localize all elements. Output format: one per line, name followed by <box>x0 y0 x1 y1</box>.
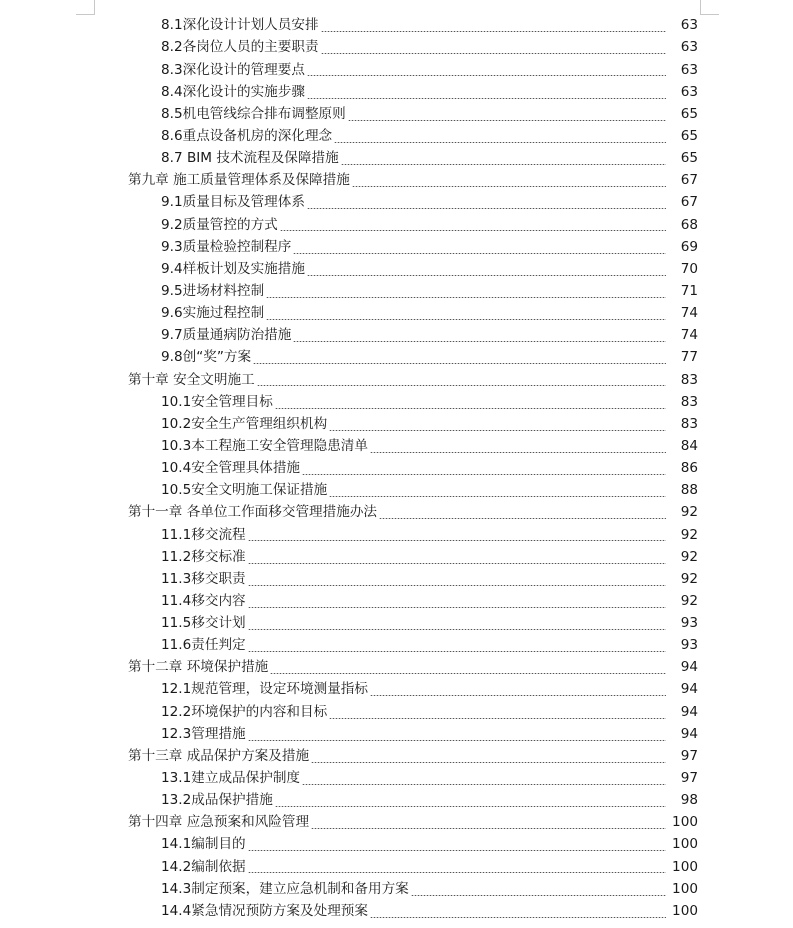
page-corner-mark-right <box>700 0 719 15</box>
toc-section-entry[interactable] <box>0 635 793 657</box>
toc-dot-leader <box>302 784 666 785</box>
toc-section-entry[interactable] <box>0 901 793 923</box>
toc-entry-page-number: 63 <box>680 39 698 56</box>
toc-dot-leader <box>248 651 666 652</box>
toc-dot-leader <box>311 762 666 763</box>
toc-dot-leader <box>352 186 666 187</box>
toc-chapter-entry[interactable] <box>0 812 793 834</box>
toc-entry-title: 第九章 施工质量管理体系及保障措施 <box>128 172 350 189</box>
toc-entry-title: 14.1编制目的 <box>161 836 246 853</box>
toc-entry-page-number: 69 <box>680 238 698 255</box>
toc-entry-page-number: 63 <box>680 61 698 78</box>
toc-entry-title: 8.5机电管线综合排布调整原则 <box>161 105 346 122</box>
toc-entry-page-number: 83 <box>680 415 698 432</box>
toc-entry-page-number: 93 <box>680 615 698 632</box>
toc-section-entry[interactable] <box>0 192 793 214</box>
toc-entry-title: 14.3制定预案，建立应急机制和备用方案 <box>161 880 409 897</box>
toc-entry-title: 第十二章 环境保护措施 <box>128 659 269 676</box>
toc-dot-leader <box>257 385 666 386</box>
toc-dot-leader <box>248 585 666 586</box>
toc-section-entry[interactable] <box>0 569 793 591</box>
toc-dot-leader <box>411 895 666 896</box>
toc-entry-title: 8.1深化设计计划人员安排 <box>161 17 319 34</box>
toc-entry-page-number: 94 <box>680 703 698 720</box>
toc-entry-page-number: 92 <box>680 548 698 565</box>
toc-section-entry[interactable] <box>0 347 793 369</box>
toc-dot-leader <box>248 740 666 741</box>
toc-dot-leader <box>370 695 666 696</box>
toc-entry-page-number: 63 <box>680 17 698 34</box>
toc-entry-page-number: 97 <box>680 747 698 764</box>
toc-entry-page-number: 97 <box>680 770 698 787</box>
toc-entry-page-number: 65 <box>680 127 698 144</box>
toc-entry-page-number: 88 <box>680 482 698 499</box>
toc-entry-page-number: 100 <box>672 902 698 919</box>
toc-section-entry[interactable] <box>0 458 793 480</box>
toc-section-entry[interactable] <box>0 436 793 458</box>
toc-entry-title: 第十章 安全文明施工 <box>128 371 255 388</box>
toc-section-entry[interactable] <box>0 546 793 568</box>
toc-section-entry[interactable] <box>0 679 793 701</box>
toc-dot-leader <box>348 120 666 121</box>
toc-section-entry[interactable] <box>0 790 793 812</box>
toc-entry-title: 第十四章 应急预案和风险管理 <box>128 814 310 831</box>
toc-entry-title: 11.5移交计划 <box>161 615 246 632</box>
toc-entry-title: 13.1建立成品保护制度 <box>161 770 301 787</box>
toc-entry-title: 12.1规范管理，设定环境测量指标 <box>161 681 368 698</box>
toc-dot-leader <box>248 540 666 541</box>
toc-entry-title: 第十一章 各单位工作面移交管理措施办法 <box>128 504 378 521</box>
toc-dot-leader <box>307 275 666 276</box>
toc-entry-page-number: 71 <box>680 282 698 299</box>
toc-section-entry[interactable] <box>0 391 793 413</box>
toc-chapter-entry[interactable] <box>0 502 793 524</box>
page-corner-mark-left <box>76 0 95 15</box>
toc-entry-title: 14.4紧急情况预防方案及处理预案 <box>161 902 368 919</box>
toc-dot-leader <box>329 718 666 719</box>
toc-entry-title: 11.3移交职责 <box>161 570 246 587</box>
toc-section-entry[interactable] <box>0 414 793 436</box>
toc-entry-page-number: 92 <box>680 592 698 609</box>
toc-section-entry[interactable] <box>0 259 793 281</box>
toc-dot-leader <box>293 341 666 342</box>
toc-entry-title: 8.4深化设计的实施步骤 <box>161 83 305 100</box>
toc-entry-title: 10.3本工程施工安全管理隐患清单 <box>161 437 368 454</box>
toc-entry-page-number: 83 <box>680 371 698 388</box>
toc-entry-page-number: 98 <box>680 792 698 809</box>
toc-entry-page-number: 92 <box>680 570 698 587</box>
toc-section-entry[interactable] <box>0 480 793 502</box>
toc-chapter-entry[interactable] <box>0 657 793 679</box>
toc-dot-leader <box>370 917 666 918</box>
toc-entry-page-number: 63 <box>680 83 698 100</box>
toc-section-entry[interactable] <box>0 303 793 325</box>
toc-entry-page-number: 100 <box>672 858 698 875</box>
toc-entry-page-number: 100 <box>672 880 698 897</box>
toc-entry-page-number: 65 <box>680 150 698 167</box>
toc-chapter-entry[interactable] <box>0 369 793 391</box>
toc-entry-page-number: 77 <box>680 349 698 366</box>
toc-entry-page-number: 94 <box>680 725 698 742</box>
toc-section-entry[interactable] <box>0 834 793 856</box>
toc-section-entry[interactable] <box>0 59 793 81</box>
toc-entry-title: 11.6责任判定 <box>161 637 246 654</box>
toc-section-entry[interactable] <box>0 701 793 723</box>
toc-section-entry[interactable] <box>0 878 793 900</box>
toc-dot-leader <box>248 850 666 851</box>
toc-entry-page-number: 86 <box>680 460 698 477</box>
toc-dot-leader <box>321 53 666 54</box>
toc-entry-title: 第十三章 成品保护方案及措施 <box>128 747 310 764</box>
toc-entry-title: 9.4样板计划及实施措施 <box>161 260 305 277</box>
toc-entry-title: 9.6实施过程控制 <box>161 305 265 322</box>
toc-entry-title: 10.5安全文明施工保证措施 <box>161 482 328 499</box>
toc-dot-leader <box>329 496 666 497</box>
toc-dot-leader <box>293 253 666 254</box>
toc-dot-leader <box>302 474 666 475</box>
toc-dot-leader <box>379 518 666 519</box>
toc-dot-leader <box>329 430 666 431</box>
toc-entry-page-number: 67 <box>680 194 698 211</box>
toc-dot-leader <box>370 452 666 453</box>
toc-chapter-entry[interactable] <box>0 170 793 192</box>
toc-section-entry[interactable] <box>0 214 793 236</box>
toc-section-entry[interactable] <box>0 37 793 59</box>
toc-dot-leader <box>311 828 666 829</box>
toc-dot-leader <box>341 164 666 165</box>
toc-entry-title: 9.7质量通病防治措施 <box>161 327 292 344</box>
toc-entry-title: 11.1移交流程 <box>161 526 246 543</box>
toc-section-entry[interactable] <box>0 856 793 878</box>
toc-entry-page-number: 74 <box>680 305 698 322</box>
toc-section-entry[interactable] <box>0 104 793 126</box>
toc-entry-page-number: 93 <box>680 637 698 654</box>
toc-entry-page-number: 68 <box>680 216 698 233</box>
toc-dot-leader <box>275 806 666 807</box>
toc-section-entry[interactable] <box>0 591 793 613</box>
toc-section-entry[interactable] <box>0 81 793 103</box>
toc-dot-leader <box>248 629 666 630</box>
toc-dot-leader <box>307 208 666 209</box>
toc-dot-leader <box>253 363 666 364</box>
toc-section-entry[interactable] <box>0 524 793 546</box>
toc-entry-title: 9.8创“奖”方案 <box>161 349 252 366</box>
toc-dot-leader <box>275 408 666 409</box>
toc-entry-title: 10.4安全管理具体措施 <box>161 460 301 477</box>
toc-entry-title: 10.1安全管理目标 <box>161 393 273 410</box>
toc-dot-leader <box>266 319 666 320</box>
toc-entry-title: 12.2环境保护的内容和目标 <box>161 703 328 720</box>
toc-entry-title: 9.5进场材料控制 <box>161 282 265 299</box>
toc-entry-title: 8.3深化设计的管理要点 <box>161 61 305 78</box>
toc-entry-page-number: 100 <box>672 836 698 853</box>
toc-chapter-entry[interactable] <box>0 746 793 768</box>
toc-section-entry[interactable] <box>0 325 793 347</box>
toc-dot-leader <box>307 98 666 99</box>
toc-section-entry[interactable] <box>0 613 793 635</box>
toc-section-entry[interactable] <box>0 126 793 148</box>
toc-entry-title: 11.2移交标准 <box>161 548 246 565</box>
table-of-contents <box>0 15 793 923</box>
toc-dot-leader <box>248 563 666 564</box>
toc-entry-page-number: 92 <box>680 504 698 521</box>
toc-section-entry[interactable] <box>0 724 793 746</box>
toc-entry-page-number: 67 <box>680 172 698 189</box>
toc-entry-title: 14.2编制依据 <box>161 858 246 875</box>
toc-dot-leader <box>248 607 666 608</box>
toc-entry-page-number: 92 <box>680 526 698 543</box>
toc-section-entry[interactable] <box>0 768 793 790</box>
toc-dot-leader <box>307 75 666 76</box>
toc-entry-title: 11.4移交内容 <box>161 592 246 609</box>
toc-entry-page-number: 94 <box>680 659 698 676</box>
toc-dot-leader <box>334 142 666 143</box>
toc-entry-title: 10.2安全生产管理组织机构 <box>161 415 328 432</box>
toc-entry-page-number: 83 <box>680 393 698 410</box>
toc-entry-title: 13.2成品保护措施 <box>161 792 273 809</box>
toc-dot-leader <box>270 673 666 674</box>
toc-dot-leader <box>321 31 666 32</box>
toc-entry-page-number: 65 <box>680 105 698 122</box>
toc-section-entry[interactable] <box>0 148 793 170</box>
toc-section-entry[interactable] <box>0 281 793 303</box>
toc-entry-page-number: 70 <box>680 260 698 277</box>
toc-entry-title: 8.7 BIM 技术流程及保障措施 <box>161 150 339 167</box>
toc-section-entry[interactable] <box>0 15 793 37</box>
toc-entry-title: 9.3质量检验控制程序 <box>161 238 292 255</box>
toc-entry-page-number: 74 <box>680 327 698 344</box>
toc-entry-title: 8.2各岗位人员的主要职责 <box>161 39 319 56</box>
toc-entry-title: 9.2质量管控的方式 <box>161 216 278 233</box>
toc-entry-page-number: 84 <box>680 437 698 454</box>
toc-entry-title: 8.6重点设备机房的深化理念 <box>161 127 333 144</box>
toc-dot-leader <box>280 230 666 231</box>
toc-entry-title: 12.3管理措施 <box>161 725 246 742</box>
toc-entry-page-number: 100 <box>672 814 698 831</box>
toc-dot-leader <box>248 872 666 873</box>
toc-entry-page-number: 94 <box>680 681 698 698</box>
toc-dot-leader <box>266 297 666 298</box>
toc-section-entry[interactable] <box>0 236 793 258</box>
toc-entry-title: 9.1质量目标及管理体系 <box>161 194 305 211</box>
